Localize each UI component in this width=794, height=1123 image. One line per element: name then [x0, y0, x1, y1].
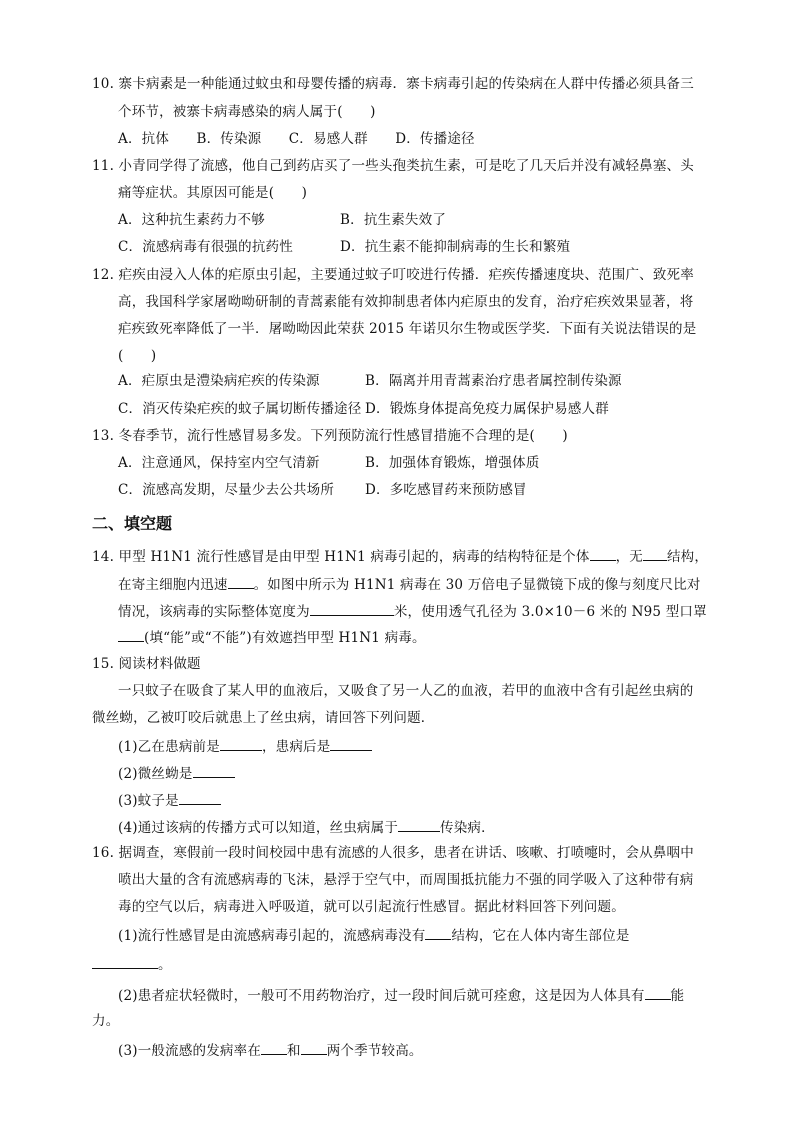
q13-option-c: C．流感高发期，尽量少去公共场所 [118, 482, 335, 498]
q15-sub3 [118, 790, 221, 810]
q15-passage-line1: 一只蚊子在吸食了某人甲的血液后，又吸食了另一人乙的血液，若甲的血液中含有引起丝虫病的 [118, 683, 694, 699]
q15-sub4-text-b: 传染病． [440, 820, 495, 836]
q15-sub1-text-a: (1)乙在患病前是 [118, 739, 220, 755]
q12-option-b: B．隔离并用青蒿素治疗患者属控制传染源 [365, 373, 622, 389]
q16-blank-1[interactable] [425, 925, 451, 940]
q14-text-3a: 情况，该病毒的实际整体宽度为 [118, 604, 310, 620]
q14-text-2a: 在寄主细胞内迅速 [118, 577, 228, 593]
q15-sub2-text: (2)微丝蚴是 [118, 766, 193, 782]
q14-line2 [118, 574, 701, 594]
q16-passage-line1: 16. 据调查，寒假前一段时间校园中患有流感的人很多，患者在讲话、咳嗽、打喷嚏时，会从鼻咽中 [92, 845, 694, 861]
q15-sub3-text: (3)蚊子是 [118, 793, 179, 809]
q11-option-b: B．抗生素失效了 [340, 212, 447, 228]
q15-sub1 [118, 736, 372, 756]
q14-line1 [92, 546, 708, 566]
q16-blank-3[interactable] [645, 985, 671, 1000]
q12-stem-line3: 疟疾致死率降低了一半．屠呦呦因此荣获 2015 年诺贝尔生物或医学奖．下面有关说法错误的是 [118, 321, 697, 337]
q14-text-4b: (填“能”或“不能”)有效遮挡甲型 H1N1 病毒。 [144, 630, 426, 646]
q15-blank-4[interactable] [179, 790, 221, 805]
q15-blank-1[interactable] [220, 736, 262, 751]
q15-sub1-text-b: ，患病后是 [261, 739, 331, 755]
q16-sub2 [118, 985, 684, 1005]
q16-sub1-cont [92, 954, 172, 974]
q12-stem-line2: 高，我国科学家屠呦呦研制的青蒿素能有效抑制患者体内疟原虫的发育，治疗疟疾效果显著，将 [118, 294, 694, 310]
q13-option-b: B．加强体育锻炼，增强体质 [365, 455, 540, 471]
q15-blank-3[interactable] [193, 763, 235, 778]
q11-stem-line2: 痛等症状。其原因可能是( ) [118, 185, 308, 201]
q16-sub3-text-a: (3)一般流感的发病率在 [118, 1043, 262, 1059]
q12-stem-line1: 12. 疟疾由浸入人体的疟原虫引起，主要通过蚊子叮咬进行传播．疟疾传播速度块、范围广、致死率 [92, 267, 694, 283]
q14-text-3b: 米，使用透气孔径为 3.0×10－6 米的 N95 型口罩 [393, 604, 707, 620]
q15-blank-5[interactable] [398, 817, 440, 832]
q10-stem-line1: 10. 寨卡病素是一种能通过蚊虫和母婴传播的病毒．寨卡病毒引起的传染病在人群中传播必须具备三 [92, 76, 694, 92]
q14-text-2b: 。如图中所示为 H1N1 病毒在 30 万倍电子显微镜下成的像与刻度尺比对 [253, 577, 701, 593]
q16-blank-5[interactable] [301, 1040, 327, 1055]
q14-blank-3[interactable] [228, 574, 254, 589]
q16-sub3-text-b: 和 [287, 1043, 301, 1059]
q12-option-a: A．疟原虫是澧染病疟疾的传染源 [118, 373, 320, 389]
q12-stem-line4: ( ) [118, 348, 157, 364]
q16-blank-2[interactable] [92, 954, 158, 969]
q14-text-1b: ，无 [615, 549, 643, 565]
q16-sub1-text-a: (1)流行性感冒是由流感病毒引起的，流感病毒没有 [118, 928, 426, 944]
q12-option-c: C．消灭传染疟疾的蚊子属切断传播途径 [118, 401, 362, 417]
q16-sub1-text-b: 结构，它在人体内寄生部位是 [451, 928, 630, 944]
q16-sub2-text-a: (2)患者症状轻微时，一般可不用药物治疗，过一段时间后就可痊愈，这是因为人体具有 [118, 988, 645, 1004]
q14-blank-4[interactable] [310, 601, 394, 616]
q14-blank-2[interactable] [643, 546, 667, 561]
q11-option-d: D．抗生素不能抑制病毒的生长和繁殖 [340, 239, 571, 255]
q10-options: A．抗体 B．传染源 C．易感人群 D．传播途径 [118, 131, 475, 147]
q14-text-1a: 14. 甲型 H1N1 流行性感冒是由甲型 H1N1 病毒引起的，病毒的结构特征是个体 [92, 549, 590, 565]
q16-sub2-cont: 力。 [92, 1013, 120, 1029]
q14-blank-1[interactable] [590, 546, 616, 561]
q15-title: 15. 阅读材料做题 [92, 656, 201, 672]
q14-text-1c: 结构， [666, 549, 709, 565]
q13-stem: 13. 冬春季节，流行性感冒易多发。下列预防流行性感冒措施不合理的是( ) [92, 428, 568, 444]
q16-sub3 [118, 1040, 423, 1060]
q12-option-d: D．锻炼身体提高免疫力属保护易感人群 [365, 401, 609, 417]
q16-passage-line2: 喷出大量的含有流感病毒的飞沫，悬浮于空气中，而周围抵抗能力不强的同学吸入了这种带有病 [118, 872, 694, 888]
section-heading-fill-in: 二、填空题 [92, 514, 173, 533]
q13-option-d: D．多吃感冒药来预防感冒 [365, 482, 527, 498]
q11-stem-line1: 11. 小青同学得了流感，他自己到药店买了一些头孢类抗生素，可是吃了几天后并没有减轻鼻塞、头 [92, 158, 694, 174]
q15-blank-2[interactable] [330, 736, 372, 751]
q13-option-a: A．注意通风，保持室内空气清新 [118, 455, 320, 471]
q11-option-a: A．这种抗生素药力不够 [118, 212, 265, 228]
q16-sub3-text-c: 两个季节较高。 [326, 1043, 423, 1059]
q16-sub1-text-c: 。 [158, 957, 172, 973]
q14-line4 [118, 627, 426, 647]
q16-passage-line3: 毒的空气以后，病毒进入呼吸道，就可以引起流行性感冒。据此材料回答下列问题。 [118, 899, 625, 915]
q15-sub2 [118, 763, 235, 783]
q10-stem-line2: 个环节，被寨卡病毒感染的病人属于( ) [118, 104, 376, 120]
q15-passage-line2: 微丝蚴，乙被叮咬后就患上了丝虫病，请回答下列问题． [92, 710, 435, 726]
q16-sub1 [118, 925, 630, 945]
q15-sub4 [118, 817, 495, 837]
q16-sub2-text-b: 能 [670, 988, 685, 1004]
q15-sub4-text-a: (4)通过该病的传播方式可以知道，丝虫病属于 [118, 820, 399, 836]
q14-line3 [118, 601, 707, 621]
q16-blank-4[interactable] [261, 1040, 287, 1055]
q11-option-c: C．流感病毒有很强的抗药性 [118, 239, 293, 255]
q14-blank-5[interactable] [118, 627, 144, 642]
